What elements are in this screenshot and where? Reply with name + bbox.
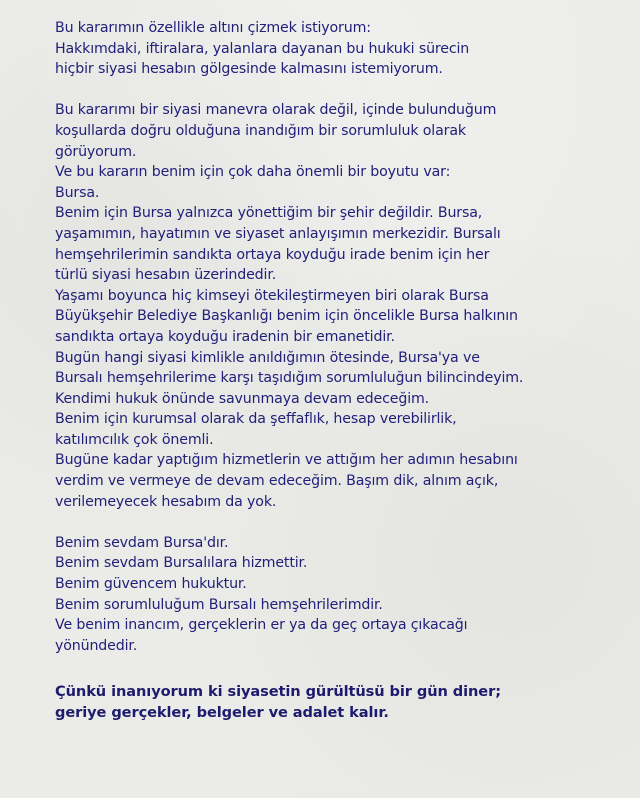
- closing-line: geriye gerçekler, belgeler ve adalet kalır.: [55, 704, 389, 721]
- text-line: yönündedir.: [55, 637, 138, 654]
- text-line: Büyükşehir Belediye Başkanlığı benim için öncelikle Bursa halkının: [55, 308, 518, 325]
- paragraph-body: [55, 100, 600, 512]
- text-line: Bu kararımı bir siyasi manevra olarak değil, içinde bulunduğum: [55, 102, 497, 119]
- text-line: verilemeyecek hesabım da yok.: [55, 493, 277, 510]
- text-line: hemşehrilerimin sandıkta ortaya koyduğu irade benim için her: [55, 246, 490, 263]
- text-line: sandıkta ortaya koyduğu iradenin bir emanetidir.: [55, 328, 395, 345]
- text-line: Benim sevdam Bursalılara hizmettir.: [55, 555, 308, 572]
- text-line: Benim için kurumsal olarak da şeffaflık, hesap verebilirlik,: [55, 411, 457, 428]
- paragraph-spacer: [55, 512, 600, 533]
- text-line: Benim güvencem hukuktur.: [55, 576, 247, 593]
- text-line: Benim sevdam Bursa'dır.: [55, 534, 229, 551]
- text-line: Kendimi hukuk önünde savunmaya devam edeceğim.: [55, 390, 430, 407]
- text-line: görüyorum.: [55, 143, 137, 160]
- text-line: verdim ve vermeye de devam edeceğim. Başım dik, alnım açık,: [55, 473, 499, 490]
- paragraph-commitments: [55, 533, 600, 657]
- closing-line: Çünkü inanıyorum ki siyasetin gürültüsü bir gün diner;: [55, 683, 501, 701]
- paragraph-intro: [55, 18, 600, 80]
- text-line: Bu kararımın özellikle altını çizmek istiyorum:: [55, 20, 371, 36]
- paragraph-spacer: [55, 80, 600, 101]
- paragraph-spacer: [55, 656, 600, 682]
- text-line: koşullarda doğru olduğuna inandığım bir sorumluluk olarak: [55, 122, 466, 139]
- text-line: Ve bu kararın benim için çok daha önemli bir boyutu var:: [55, 164, 451, 181]
- text-line: katılımcılık çok önemli.: [55, 431, 214, 448]
- text-line: Bugün hangi siyasi kimlikle anıldığımın ötesinde, Bursa'ya ve: [55, 349, 480, 366]
- closing-statement: [55, 682, 600, 723]
- text-line: Ve benim inancım, gerçeklerin er ya da geç ortaya çıkacağı: [55, 617, 468, 634]
- text-line: Bursa.: [55, 184, 100, 201]
- text-line: hiçbir siyasi hesabın gölgesinde kalmasını istemiyorum.: [55, 61, 443, 78]
- text-line: yaşamımın, hayatımın ve siyaset anlayışımın merkezidir. Bursalı: [55, 225, 501, 242]
- text-line: Bursalı hemşehrilerime karşı taşıdığım sorumluluğun bilincindeyim.: [55, 370, 524, 387]
- text-line: Yaşamı boyunca hiç kimseyi ötekileştirmeyen biri olarak Bursa: [55, 287, 489, 304]
- text-line: Bugüne kadar yaptığım hizmetlerin ve attığım her adımın hesabını: [55, 452, 518, 469]
- text-line: türlü siyasi hesabın üzerindedir.: [55, 267, 277, 284]
- text-line: Hakkımdaki, iftiralara, yalanlara dayanan bu hukuki sürecin: [55, 40, 470, 57]
- text-line: Benim için Bursa yalnızca yönettiğim bir şehir değildir. Bursa,: [55, 205, 483, 222]
- text-line: Benim sorumluluğum Bursalı hemşehrilerimdir.: [55, 596, 383, 613]
